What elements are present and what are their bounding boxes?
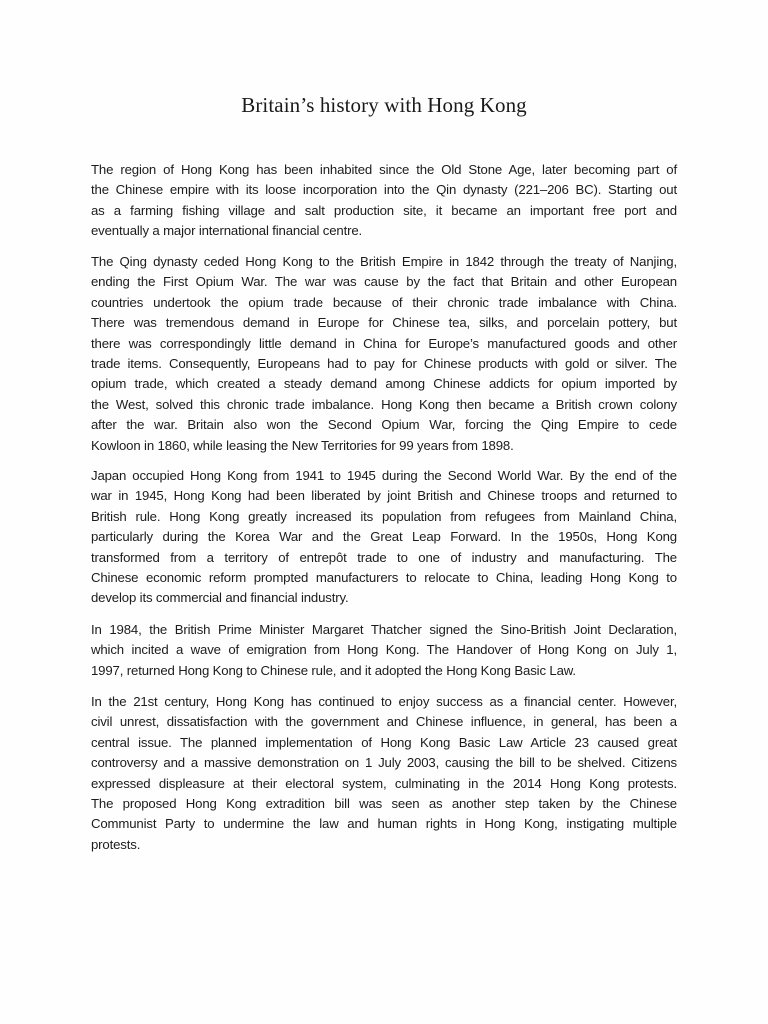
text-line: In 1984, the British Prime Minister Margaret Thatcher signed the Sino-British Joint Declaration, — [91, 622, 677, 637]
text-line: The proposed Hong Kong extradition bill was seen as another step taken by the Chinese — [91, 795, 677, 811]
text-line: There was tremendous demand in Europe for Chinese tea, silks, and porcelain pottery, but — [91, 315, 677, 331]
text-line: particularly during the Korea War and the Great Leap Forward. In the 1950s, Hong Kong — [91, 529, 677, 545]
text-line: transformed from a territory of entrepôt trade to one of industry and manufacturing. The — [91, 549, 677, 565]
text-line: Kowloon in 1860, while leasing the New Territories for 99 years from 1898. — [91, 437, 514, 453]
paragraph-2 — [91, 252, 677, 456]
paragraph-5 — [91, 692, 677, 855]
text-line: war in 1945, Hong Kong had been liberated by joint British and Chinese troops and returned to — [91, 488, 677, 504]
text-line: expressed displeasure at their electoral system, culminating in the 2014 Hong Kong protests. — [91, 775, 677, 791]
text-line: central issue. The planned implementation of Hong Kong Basic Law Article 23 caused great — [91, 734, 677, 750]
text-line: protests. — [91, 836, 141, 852]
text-line: The Qing dynasty ceded Hong Kong to the British Empire in 1842 through the treaty of Nanjing, — [91, 254, 677, 269]
text-line: Chinese economic reform prompted manufacturers to relocate to China, leading Hong Kong to — [91, 569, 677, 585]
text-line: Japan occupied Hong Kong from 1941 to 1945 during the Second World War. By the end of the — [91, 468, 677, 483]
text-line: The region of Hong Kong has been inhabited since the Old Stone Age, later becoming part of — [91, 162, 677, 177]
text-line: the West, solved this chronic trade imbalance. Hong Kong then became a British crown colony — [91, 396, 677, 412]
text-line: develop its commercial and financial industry. — [91, 590, 349, 606]
paragraph-4 — [91, 620, 677, 681]
document-title: Britain’s history with Hong Kong — [241, 93, 527, 117]
text-line: 1997, returned Hong Kong to Chinese rule, and it adopted the Hong Kong Basic Law. — [91, 662, 576, 678]
text-line: as a farming fishing village and salt production site, it became an important free port and — [91, 202, 677, 218]
text-line: controversy and a massive demonstration on 1 July 2003, causing the bill to be shelved. Citizens — [91, 755, 677, 771]
text-line: countries undertook the opium trade because of their chronic trade imbalance with China. — [91, 294, 677, 310]
text-line: In the 21st century, Hong Kong has continued to enjoy success as a financial center. However, — [91, 694, 677, 709]
text-line: ending the First Opium War. The war was cause by the fact that Britain and other European — [91, 274, 677, 290]
text-line: the Chinese empire with its loose incorporation into the Qin dynasty (221–206 BC). Starting out — [91, 182, 677, 198]
text-line: there was correspondingly little demand in China for Europe’s manufactured goods and other — [91, 335, 677, 351]
paragraph-3 — [91, 466, 677, 609]
paragraph-1 — [91, 160, 677, 242]
text-line: British rule. Hong Kong greatly increased its population from refugees from Mainland China, — [91, 508, 677, 524]
text-line: which incited a wave of emigration from Hong Kong. The Handover of Hong Kong on July 1, — [91, 642, 677, 658]
text-line: eventually a major international financial centre. — [91, 223, 363, 239]
text-line: opium trade, which created a steady demand among Chinese addicts for opium imported by — [91, 376, 677, 392]
text-line: after the war. Britain also won the Second Opium War, forcing the Qing Empire to cede — [91, 417, 677, 433]
text-line: civil unrest, dissatisfaction with the government and Chinese influence, in general, has been a — [91, 714, 677, 730]
text-line: trade items. Consequently, Europeans had to pay for Chinese products with gold or silver. The — [91, 355, 677, 371]
text-line: Communist Party to undermine the law and human rights in Hong Kong, instigating multiple — [91, 816, 677, 832]
